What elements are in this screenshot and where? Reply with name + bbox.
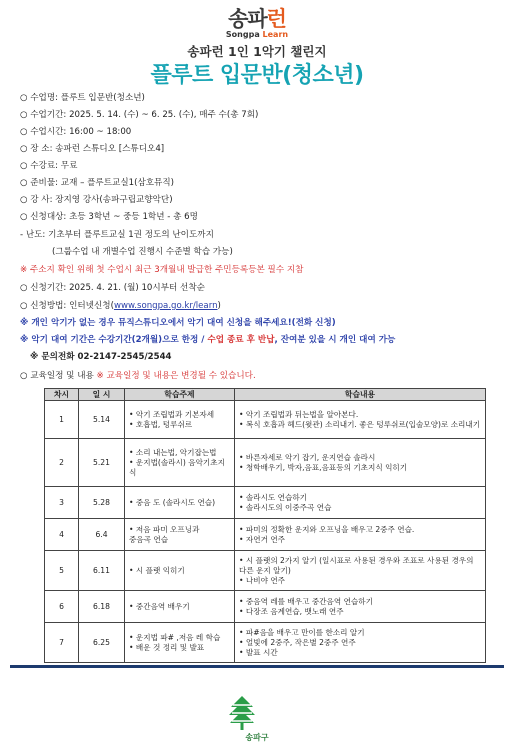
topic-line: • 악기 조립법과 기본자세 bbox=[129, 409, 215, 419]
topic-line: • 저음 파미 오프닝과 bbox=[129, 524, 200, 534]
topic-line: • 배운 것 정리 및 발표 bbox=[129, 642, 205, 652]
cell-topic bbox=[125, 623, 235, 663]
cell-topic bbox=[125, 439, 235, 487]
cell-content bbox=[235, 551, 486, 591]
info-fee: ○ 수강료: 무료 bbox=[20, 161, 78, 171]
topic-line: 중음곡 연습 bbox=[129, 534, 169, 544]
content-line: • 중음역 레를 배우고 중간음역 연습하기 bbox=[239, 596, 373, 606]
topic-line: • 중간음역 배우기 bbox=[129, 601, 190, 611]
info-rental-note: ※ 개인 악기가 없는 경우 뮤직스튜디오에서 악기 대여 신청을 해주세요!(전화 신청) bbox=[20, 318, 336, 328]
info-level: - 난도: 기초부터 플루트교실 1권 정도의 난이도까지 bbox=[20, 230, 214, 240]
cell-no: 2 bbox=[45, 439, 79, 487]
info-curriculum bbox=[20, 371, 500, 382]
header-no: 차시 bbox=[45, 389, 79, 401]
content-line: • 파미의 정확한 운지와 오프닝을 배우고 2중주 연습. bbox=[239, 524, 415, 534]
topic-line: • 호흡법, 텅루쉬르 bbox=[129, 419, 193, 429]
logo-subtext bbox=[0, 30, 514, 39]
cell-date: 6.11 bbox=[79, 551, 125, 591]
info-apply-period: ○ 신청기간: 2025. 4. 21. (월) 10시부터 선착순 bbox=[20, 283, 205, 293]
cell-no: 5 bbox=[45, 551, 79, 591]
curriculum-prefix: ○ 교육일정 및 내용 bbox=[20, 371, 97, 381]
songpa-gu-tree-icon bbox=[227, 695, 257, 731]
info-teacher: ○ 강 사: 장지영 강사(송파구립교향악단) bbox=[20, 195, 173, 205]
cell-date: 5.21 bbox=[79, 439, 125, 487]
cell-content bbox=[235, 401, 486, 439]
info-course: ○ 수업명: 플루트 입문반(청소년) bbox=[20, 93, 145, 103]
table-row bbox=[45, 591, 486, 623]
topic-line: • 소리 내는법, 악기잡는법 bbox=[129, 447, 217, 457]
apply-link[interactable]: www.songpa.go.kr/learn bbox=[113, 301, 218, 311]
cell-topic bbox=[125, 401, 235, 439]
info-phone: ※ 문의전화 02-2147-2545/2544 bbox=[30, 352, 172, 362]
cell-no: 7 bbox=[45, 623, 79, 663]
logo bbox=[0, 8, 514, 39]
content-line: • 시 플랫의 2가지 알기 (일시표로 사용된 경우와 조표로 사용된 경우의 다른 운지 알기) bbox=[239, 555, 474, 575]
content-line: • 나비야 연주 bbox=[239, 575, 285, 585]
header-content: 학습내용 bbox=[235, 389, 486, 401]
cell-no: 1 bbox=[45, 401, 79, 439]
cell-date: 6.18 bbox=[79, 591, 125, 623]
cell-content bbox=[235, 591, 486, 623]
cell-topic bbox=[125, 591, 235, 623]
rental-period-c: , 잔여분 있을 시 개인 대여 가능 bbox=[274, 335, 396, 345]
cell-date: 6.25 bbox=[79, 623, 125, 663]
curriculum-note: ※ 교육일정 및 내용은 변경될 수 있습니다. bbox=[96, 371, 256, 381]
table-header-row bbox=[45, 389, 486, 401]
table-row bbox=[45, 487, 486, 519]
topic-line: • 중음 도 (솔라시도 연습) bbox=[129, 497, 216, 507]
cell-date: 6.4 bbox=[79, 519, 125, 551]
logo-name: 송파 bbox=[228, 7, 267, 31]
info-place: ○ 장 소: 송파런 스튜디오 [스튜디오4] bbox=[20, 144, 165, 154]
content-line: • 악기 조립법과 뒤는법을 알아본다. bbox=[239, 409, 359, 419]
cell-topic bbox=[125, 487, 235, 519]
rental-period-b: 수업 종료 후 반납 bbox=[207, 335, 275, 345]
topic-line: • 운지법 파# ,저음 레 학습 bbox=[129, 632, 221, 642]
apply-method-prefix: ○ 신청방법: 인터넷신청( bbox=[20, 301, 114, 311]
content-line: • 자연거 연주 bbox=[239, 534, 285, 544]
cell-no: 3 bbox=[45, 487, 79, 519]
cell-content bbox=[235, 623, 486, 663]
content-line: • 파#음을 배우고 만이를 한소리 알기 bbox=[239, 627, 365, 637]
logo-sub-a: Songpa bbox=[225, 30, 263, 39]
topic-line: • 운지법(솔라시) 음악기초지식 bbox=[129, 457, 225, 477]
content-line: • 발표 시간 bbox=[239, 647, 278, 657]
info-apply-method bbox=[20, 301, 500, 312]
info-level-note: (그룹수업 내 개별수업 진행시 수준별 학습 가능) bbox=[52, 247, 233, 257]
program-subtitle: 송파런 1인 1악기 챌린지 bbox=[187, 44, 327, 59]
info-time: ○ 수업시간: 16:00 ~ 18:00 bbox=[20, 127, 132, 137]
cell-content bbox=[235, 519, 486, 551]
logo-sub-b: Learn bbox=[262, 30, 289, 39]
logo-name-accent: 런 bbox=[266, 7, 286, 31]
apply-method-suffix: ) bbox=[217, 301, 221, 311]
info-target: ○ 신청대상: 초등 3학년 ~ 중등 1학년 - 총 6명 bbox=[20, 212, 198, 222]
rental-period-a: ※ 악기 대여 기간은 수강기간(2개월)으로 한정 / bbox=[20, 335, 208, 345]
cell-topic bbox=[125, 551, 235, 591]
content-line: • 솔라시도의 이중주곡 연습 bbox=[239, 502, 332, 512]
logo-wordmark bbox=[0, 8, 514, 30]
table-row bbox=[45, 439, 486, 487]
cell-no: 4 bbox=[45, 519, 79, 551]
cell-content bbox=[235, 487, 486, 519]
content-line: • 얼빛에 2중주, 작은별 2중주 연주 bbox=[239, 637, 356, 647]
info-period: ○ 수업기간: 2025. 5. 14. (수) ~ 6. 25. (수), 매주 수(총 7회) bbox=[20, 110, 259, 120]
cell-content bbox=[235, 439, 486, 487]
content-line: • 청학배우기, 박자,음표,음표등의 기초지식 익히기 bbox=[239, 462, 408, 472]
info-rental-period bbox=[20, 335, 500, 346]
content-line: • 바른자세로 악기 잡기, 운지연습 솔라시 bbox=[239, 452, 376, 462]
gu-name: 송파구 bbox=[245, 733, 269, 742]
content-line: • 복식 호흡과 헤드(윗관) 소리내기. 좋은 텅루쉬르(입술모양)로 소리내기 bbox=[239, 419, 481, 429]
info-residence-note: ※ 주소지 확인 위해 첫 수업시 최근 3개월내 발급한 주민등록등본 필수 지참 bbox=[20, 265, 304, 275]
schedule-table bbox=[44, 388, 486, 663]
header-date: 일 시 bbox=[79, 389, 125, 401]
cell-topic bbox=[125, 519, 235, 551]
content-line: • 솔라시도 연습하기 bbox=[239, 492, 307, 502]
table-row bbox=[45, 623, 486, 663]
table-row bbox=[45, 551, 486, 591]
table-row bbox=[45, 519, 486, 551]
cell-date: 5.28 bbox=[79, 487, 125, 519]
info-supplies: ○ 준비물: 교재 – 플루트교실1(삼호뮤직) bbox=[20, 178, 175, 188]
footer-divider bbox=[10, 665, 504, 668]
cell-no: 6 bbox=[45, 591, 79, 623]
topic-line: • 시 플랫 익히기 bbox=[129, 565, 185, 575]
header-topic: 학습주제 bbox=[125, 389, 235, 401]
content-line: • 다장조 음계연습, 뱃노래 연주 bbox=[239, 606, 344, 616]
page-title: 플루트 입문반(청소년) bbox=[150, 63, 364, 88]
table-row bbox=[45, 401, 486, 439]
cell-date: 5.14 bbox=[79, 401, 125, 439]
